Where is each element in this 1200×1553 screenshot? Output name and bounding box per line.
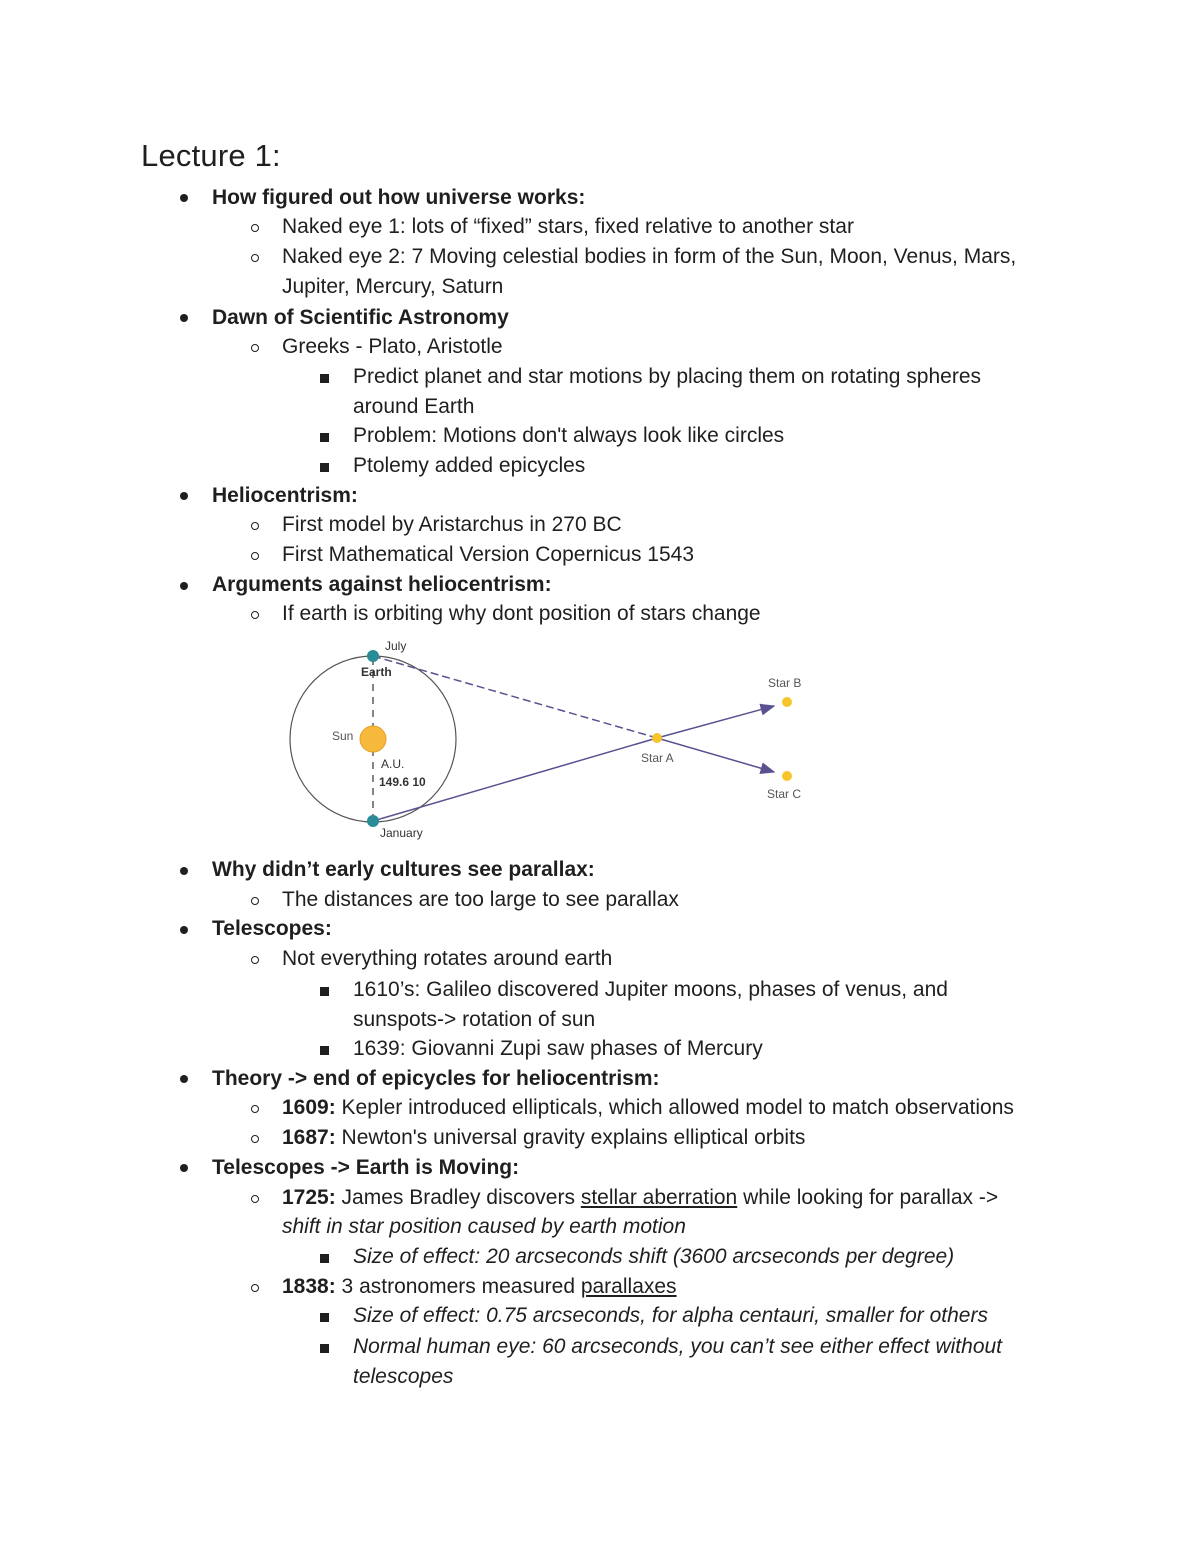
list-item — [282, 1093, 1014, 1123]
bullet-circle — [251, 1135, 259, 1143]
year-label: 1687: — [282, 1126, 336, 1149]
bullet-dot — [180, 867, 188, 875]
star-c-icon — [782, 771, 792, 781]
bullet-square — [320, 1046, 329, 1055]
bullet-circle — [251, 344, 259, 352]
list-item: Greeks - Plato, Aristotle — [282, 335, 503, 358]
list-item — [282, 1183, 998, 1213]
bullet-circle — [251, 1105, 259, 1113]
page-title: Lecture 1: — [141, 138, 281, 173]
bullet-dot — [180, 1075, 188, 1083]
underlined-term: stellar aberration — [580, 1186, 738, 1209]
bullet-circle — [251, 897, 259, 905]
list-item: Naked eye 2: 7 Moving celestial bodies in form of the Sun, Moon, Venus, Mars, — [282, 245, 1017, 268]
arrow-to-star-b — [657, 706, 774, 738]
label-star-b: Star B — [768, 676, 802, 690]
bullet-circle — [251, 552, 259, 560]
bullet-dot — [180, 194, 188, 202]
list-item: Predict planet and star motions by placing them on rotating spheres — [353, 365, 982, 388]
list-item-continuation: sunspots-> rotation of sun — [353, 1008, 596, 1031]
bullet-circle — [251, 522, 259, 530]
bullet-dot — [180, 582, 188, 590]
earth-january-icon — [367, 815, 379, 827]
item-text: Newton's universal gravity explains elliptical orbits — [335, 1126, 806, 1149]
section-heading: Heliocentrism: — [212, 484, 358, 507]
label-au: A.U. — [381, 757, 405, 771]
bullet-circle — [251, 254, 259, 262]
bullet-square — [320, 987, 329, 996]
list-item: Ptolemy added epicycles — [353, 454, 586, 477]
bullet-dot — [180, 926, 188, 934]
label-january: January — [380, 826, 423, 840]
item-text: Kepler introduced ellipticals, which allowed model to match observations — [335, 1096, 1014, 1119]
year-label: 1725: — [282, 1186, 336, 1209]
label-star-c: Star C — [767, 787, 802, 801]
section-heading: Telescopes -> Earth is Moving: — [212, 1156, 520, 1179]
star-b-icon — [782, 697, 792, 707]
bullet-circle — [251, 1195, 259, 1203]
label-au-value: 149.6 10 — [379, 775, 426, 789]
bullet-dot — [180, 1164, 188, 1172]
list-item-continuation: Jupiter, Mercury, Saturn — [282, 275, 504, 298]
bullet-square — [320, 1313, 329, 1322]
sun-icon — [360, 726, 386, 752]
arrow-to-star-c — [657, 738, 774, 772]
list-item: Not everything rotates around earth — [282, 947, 613, 970]
list-item: Naked eye 1: lots of “fixed” stars, fixed relative to another star — [282, 215, 854, 238]
list-item-continuation: around Earth — [353, 395, 475, 418]
section-heading: Dawn of Scientific Astronomy — [212, 306, 509, 329]
list-item — [282, 1123, 805, 1153]
list-item: Size of effect: 20 arcseconds shift (3600 arcseconds per degree) — [353, 1245, 955, 1268]
list-item: First model by Aristarchus in 270 BC — [282, 513, 622, 536]
bullet-square — [320, 463, 329, 472]
item-text: 3 astronomers measured — [335, 1275, 581, 1298]
year-label: 1609: — [282, 1096, 336, 1119]
section-heading: Theory -> end of epicycles for heliocentrism: — [212, 1067, 660, 1090]
section-heading: Telescopes: — [212, 917, 332, 940]
bullet-circle — [251, 611, 259, 619]
year-label: 1838: — [282, 1275, 336, 1298]
section-heading: How figured out how universe works: — [212, 186, 586, 209]
label-star-a: Star A — [641, 751, 674, 765]
underlined-term: parallaxes — [580, 1275, 677, 1298]
bullet-square — [320, 1344, 329, 1353]
star-a-icon — [652, 733, 662, 743]
list-item: The distances are too large to see parallax — [282, 888, 679, 911]
bullet-dot — [180, 314, 188, 322]
list-item: 1610’s: Galileo discovered Jupiter moons, phases of venus, and — [353, 978, 948, 1001]
list-item: Normal human eye: 60 arcseconds, you can’t see either effect without — [353, 1335, 1003, 1358]
section-heading: Why didn’t early cultures see parallax: — [212, 858, 595, 881]
section-heading: Arguments against heliocentrism: — [212, 573, 552, 596]
list-item: Size of effect: 0.75 arcseconds, for alpha centauri, smaller for others — [353, 1304, 988, 1327]
list-item: First Mathematical Version Copernicus 1543 — [282, 543, 695, 566]
bullet-square — [320, 433, 329, 442]
label-earth: Earth — [361, 665, 392, 679]
bullet-circle — [251, 956, 259, 964]
earth-july-icon — [367, 650, 379, 662]
bullet-square — [320, 374, 329, 383]
label-july: July — [385, 639, 407, 653]
item-text: while looking for parallax -> — [737, 1186, 999, 1209]
bullet-square — [320, 1254, 329, 1263]
item-text: James Bradley discovers — [335, 1186, 581, 1209]
list-item-continuation: shift in star position caused by earth motion — [282, 1215, 686, 1238]
list-item: Problem: Motions don't always look like circles — [353, 424, 785, 447]
bullet-circle — [251, 224, 259, 232]
list-item: If earth is orbiting why dont position of stars change — [282, 602, 761, 625]
label-sun: Sun — [332, 729, 354, 743]
parallax-diagram — [280, 634, 840, 846]
bullet-dot — [180, 492, 188, 500]
list-item-continuation: telescopes — [353, 1365, 454, 1388]
bullet-circle — [251, 1284, 259, 1292]
list-item — [282, 1272, 677, 1302]
list-item: 1639: Giovanni Zupi saw phases of Mercury — [353, 1037, 763, 1060]
